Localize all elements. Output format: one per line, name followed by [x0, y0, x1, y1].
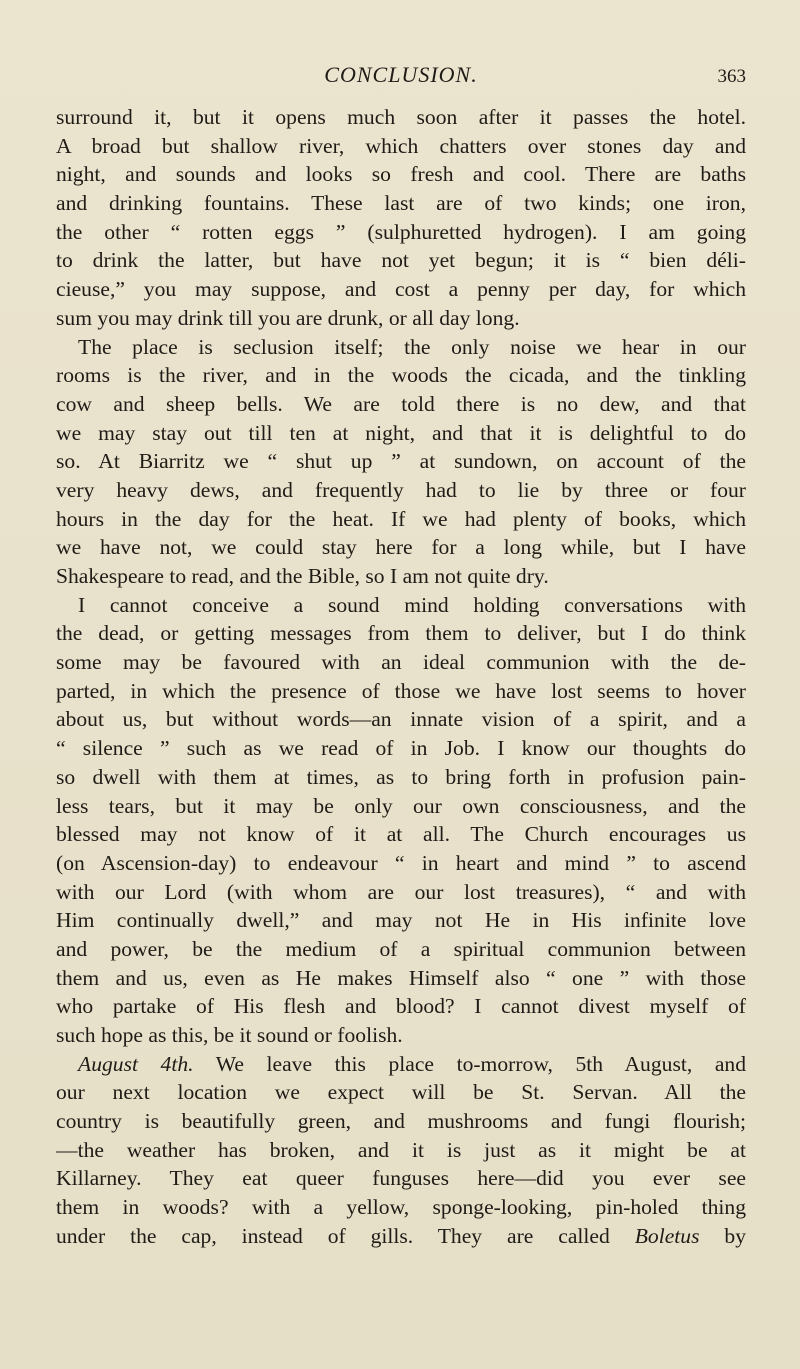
text-line: sum you may drink till you are drunk, or all day long.: [56, 305, 520, 330]
text-line: less tears, but it may be only our own consciousness, and the: [56, 793, 746, 818]
paragraph-start-line: [56, 1050, 746, 1079]
text-line: the dead, or getting messages from them to deliver, but I do think: [56, 621, 746, 646]
text-line: some may be favoured with an ideal communion with the de-: [56, 650, 746, 675]
running-head-title: CONCLUSION.: [324, 62, 478, 87]
text-line: and power, be the medium of a spiritual communion between: [56, 936, 746, 961]
page-number: 363: [717, 66, 746, 87]
text-line: so. At Biarritz we “ shut up ” at sundown, on account of the: [56, 449, 746, 474]
text-line: to drink the latter, but have not yet begun; it is “ bien déli-: [56, 248, 746, 273]
text-line: A broad but shallow river, which chatters over stones day and: [56, 133, 746, 158]
text-line: —the weather has broken, and it is just as it might be at: [56, 1137, 746, 1162]
text-line: we have not, we could stay here for a long while, but I have: [56, 535, 746, 560]
text-line: blessed may not know of it at all. The Church encourages us: [56, 822, 746, 847]
text-line: (on Ascension-day) to endeavour “ in heart and mind ” to ascend: [56, 850, 746, 875]
text-line: rooms is the river, and in the woods the cicada, and the tinkling: [56, 363, 746, 388]
text-line: who partake of His flesh and blood? I cannot divest myself of: [56, 994, 746, 1019]
text-line: parted, in which the presence of those we have lost seems to hover: [56, 678, 746, 703]
text-line: with our Lord (with whom are our lost treasures), “ and with: [56, 879, 746, 904]
text-line: them in woods? with a yellow, sponge-looking, pin-holed thing: [56, 1195, 746, 1220]
text-line: cow and sheep bells. We are told there is no dew, and that: [56, 391, 746, 416]
text-line: such hope as this, be it sound or foolish.: [56, 1023, 403, 1047]
text-line: Killarney. They eat queer funguses here—did you ever see: [56, 1166, 746, 1191]
text-line: the other “ rotten eggs ” (sulphuretted hydrogen). I am going: [56, 219, 746, 244]
text-line: cieuse,” you may suppose, and cost a penny per day, for which: [56, 277, 746, 302]
date-heading: August 4th.: [78, 1051, 194, 1076]
text-line: about us, but without words—an innate vision of a spirit, and a: [56, 707, 746, 732]
text-line: so dwell with them at times, as to bring forth in profusion pain-: [56, 764, 746, 789]
text-line: [56, 1222, 746, 1251]
text-line: and drinking fountains. These last are of two kinds; one iron,: [56, 191, 746, 216]
text-line: night, and sounds and looks so fresh and cool. There are baths: [56, 162, 746, 187]
text-line: our next location we expect will be St. Servan. All the: [56, 1080, 746, 1105]
text-line: them and us, even as He makes Himself also “ one ” with those: [56, 965, 746, 990]
paragraph-start-line: The place is seclusion itself; the only noise we hear in our: [78, 334, 746, 359]
running-head: [56, 62, 746, 92]
italic-term: Boletus: [634, 1223, 700, 1248]
paragraph-start-line: I cannot conceive a sound mind holding conversations with: [78, 592, 746, 617]
text-line: hours in the day for the heat. If we had plenty of books, which: [56, 506, 746, 531]
text-line: Him continually dwell,” and may not He in His infinite love: [56, 908, 746, 933]
text-line: we may stay out till ten at night, and that it is delightful to do: [56, 420, 746, 445]
body-text: [56, 103, 746, 1251]
text-line: surround it, but it opens much soon after it passes the hotel.: [56, 105, 746, 129]
text-line: “ silence ” such as we read of in Job. I know our thoughts do: [56, 736, 746, 761]
text-line: very heavy dews, and frequently had to lie by three or four: [56, 477, 746, 502]
text-fragment: by: [724, 1223, 746, 1248]
text-fragment: under the cap, instead of gills. They are called: [56, 1223, 610, 1248]
text-line: Shakespeare to read, and the Bible, so I am not quite dry.: [56, 564, 549, 588]
text-line: country is beautifully green, and mushrooms and fungi flourish;: [56, 1109, 746, 1134]
text-line: We leave this place to-morrow, 5th August, and: [215, 1051, 746, 1076]
